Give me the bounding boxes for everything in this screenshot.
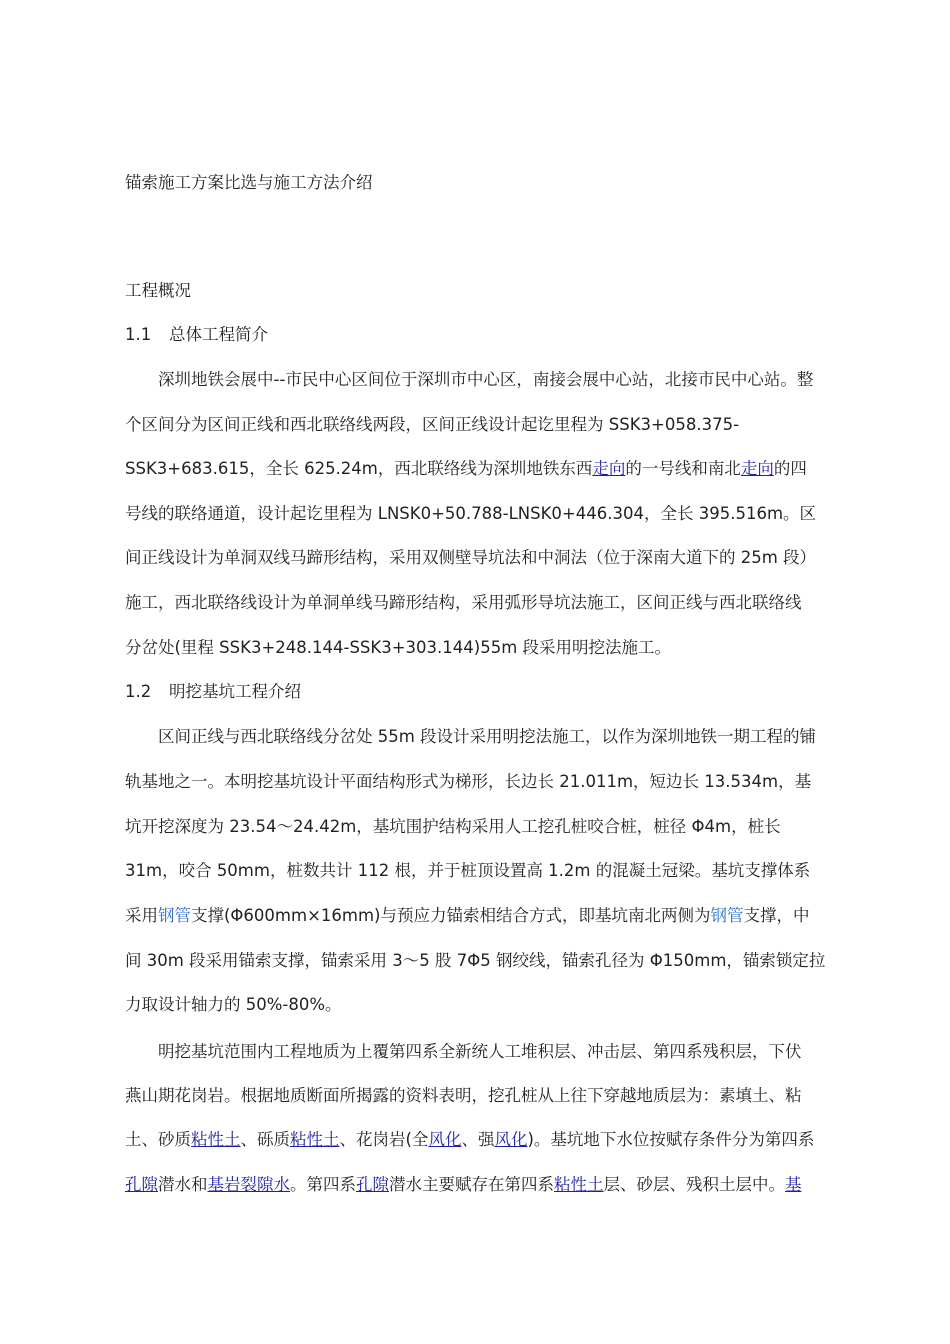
section-number: 1.1 (125, 325, 152, 344)
paragraph-line: 轨基地之一。本明挖基坑设计平面结构形式为梯形，长边长 21.011m，短边长 13.534m，基 (125, 772, 812, 791)
link-zouxiang[interactable]: 走向 (740, 459, 774, 478)
link-nianxingtu[interactable]: 粘性土 (554, 1175, 604, 1194)
paragraph-line: 燕山期花岗岩。根据地质断面所揭露的资料表明，挖孔桩从上往下穿越地质层为：素填土、粘 (125, 1086, 802, 1105)
heading-overview: 工程概况 (125, 281, 191, 300)
section-title: 总体工程简介 (169, 325, 268, 344)
text-run: 、花岗岩(全 (339, 1130, 429, 1149)
text-run: 、强 (461, 1130, 495, 1149)
paragraph-line: 号线的联络通道，设计起讫里程为 LNSK0+50.788-LNSK0+446.304，全长 395.516m。区 (125, 504, 817, 523)
text-run: )。基坑地下水位按赋存条件分为第四系 (527, 1130, 815, 1149)
paragraph-line: 坑开挖深度为 23.54～24.42m，基坑围护结构采用人工挖孔桩咬合桩，桩径 Φ4m，桩长 (125, 817, 781, 836)
paragraph-line (125, 1175, 802, 1195)
text-run: 潜水主要赋存在第四系 (389, 1175, 554, 1194)
text-run: SSK3+683.615，全长 625.24m，西北联络线为深圳地铁东西 (125, 459, 593, 478)
link-zouxiang[interactable]: 走向 (592, 459, 626, 478)
link-fenghua[interactable]: 风化 (428, 1130, 462, 1149)
paragraph-line: 深圳地铁会展中--市民中心区间位于深圳市中心区，南接会展中心站，北接市民中心站。整 (158, 370, 814, 389)
text-run: 层、砂层、残积土层中。 (603, 1175, 785, 1194)
link-nianxingtu[interactable]: 粘性土 (191, 1130, 241, 1149)
paragraph-line: 区间正线与西北联络线分岔处 55m 段设计采用明挖法施工，以作为深圳地铁一期工程的铺 (158, 727, 817, 746)
text-run: 支撑，中 (743, 906, 810, 925)
text-run: 。第四系 (290, 1175, 356, 1194)
link-fenghua[interactable]: 风化 (494, 1130, 528, 1149)
text-run: 、砾质 (240, 1130, 290, 1149)
paragraph-line: 分岔处(里程 SSK3+248.144-SSK3+303.144)55m 段采用明挖法施工。 (125, 638, 672, 657)
link-nianxingtu[interactable]: 粘性土 (290, 1130, 340, 1149)
text-run: 采用 (125, 906, 158, 925)
link-ji[interactable]: 基 (785, 1175, 802, 1194)
section-heading-1-2 (125, 682, 301, 702)
link-jiyanliexishui[interactable]: 基岩裂隙水 (207, 1175, 290, 1194)
paragraph-line: 施工，西北联络线设计为单洞单线马蹄形结构，采用弧形导坑法施工，区间正线与西北联络线 (125, 593, 802, 612)
keyword-link-gangguan[interactable]: 钢管 (710, 906, 744, 925)
text-run: 潜水和 (158, 1175, 208, 1194)
text-run: 的四 (773, 459, 807, 478)
text-run: 的一号线和南北 (625, 459, 741, 478)
text-run: 支撑(Φ600mm×16mm)与预应力锚索相结合方式，即基坑南北两侧为 (191, 906, 711, 925)
paragraph-line: 力取设计轴力的 50%-80%。 (125, 995, 342, 1014)
link-kongxi[interactable]: 孔隙 (125, 1175, 158, 1194)
paragraph-line: 31m，咬合 50mm，桩数共计 112 根，并于桩顶设置高 1.2m 的混凝土冠梁。基坑支撑体系 (125, 861, 811, 880)
paragraph-line (125, 1130, 814, 1150)
section-number: 1.2 (125, 682, 152, 701)
document-title: 锚索施工方案比选与施工方法介绍 (125, 173, 373, 192)
paragraph-line (125, 906, 809, 926)
text-run: 土、砂质 (125, 1130, 191, 1149)
link-kongxi[interactable]: 孔隙 (356, 1175, 389, 1194)
paragraph-line: 明挖基坑范围内工程地质为上覆第四系全新统人工堆积层、冲击层、第四系残积层，下伏 (158, 1042, 802, 1061)
section-heading-1-1 (125, 325, 268, 345)
paragraph-line: 个区间分为区间正线和西北联络线两段，区间正线设计起讫里程为 SSK3+058.375- (125, 415, 740, 434)
section-title: 明挖基坑工程介绍 (169, 682, 301, 701)
paragraph-line: 间正线设计为单洞双线马蹄形结构，采用双侧壁导坑法和中洞法（位于深南大道下的 25m 段） (125, 548, 817, 567)
paragraph-line (125, 459, 807, 479)
keyword-link-gangguan[interactable]: 钢管 (158, 906, 191, 925)
paragraph-line: 间 30m 段采用锚索支撑，锚索采用 3～5 股 7Φ5 钢绞线，锚索孔径为 Φ150mm，锚索锁定拉 (125, 951, 826, 970)
